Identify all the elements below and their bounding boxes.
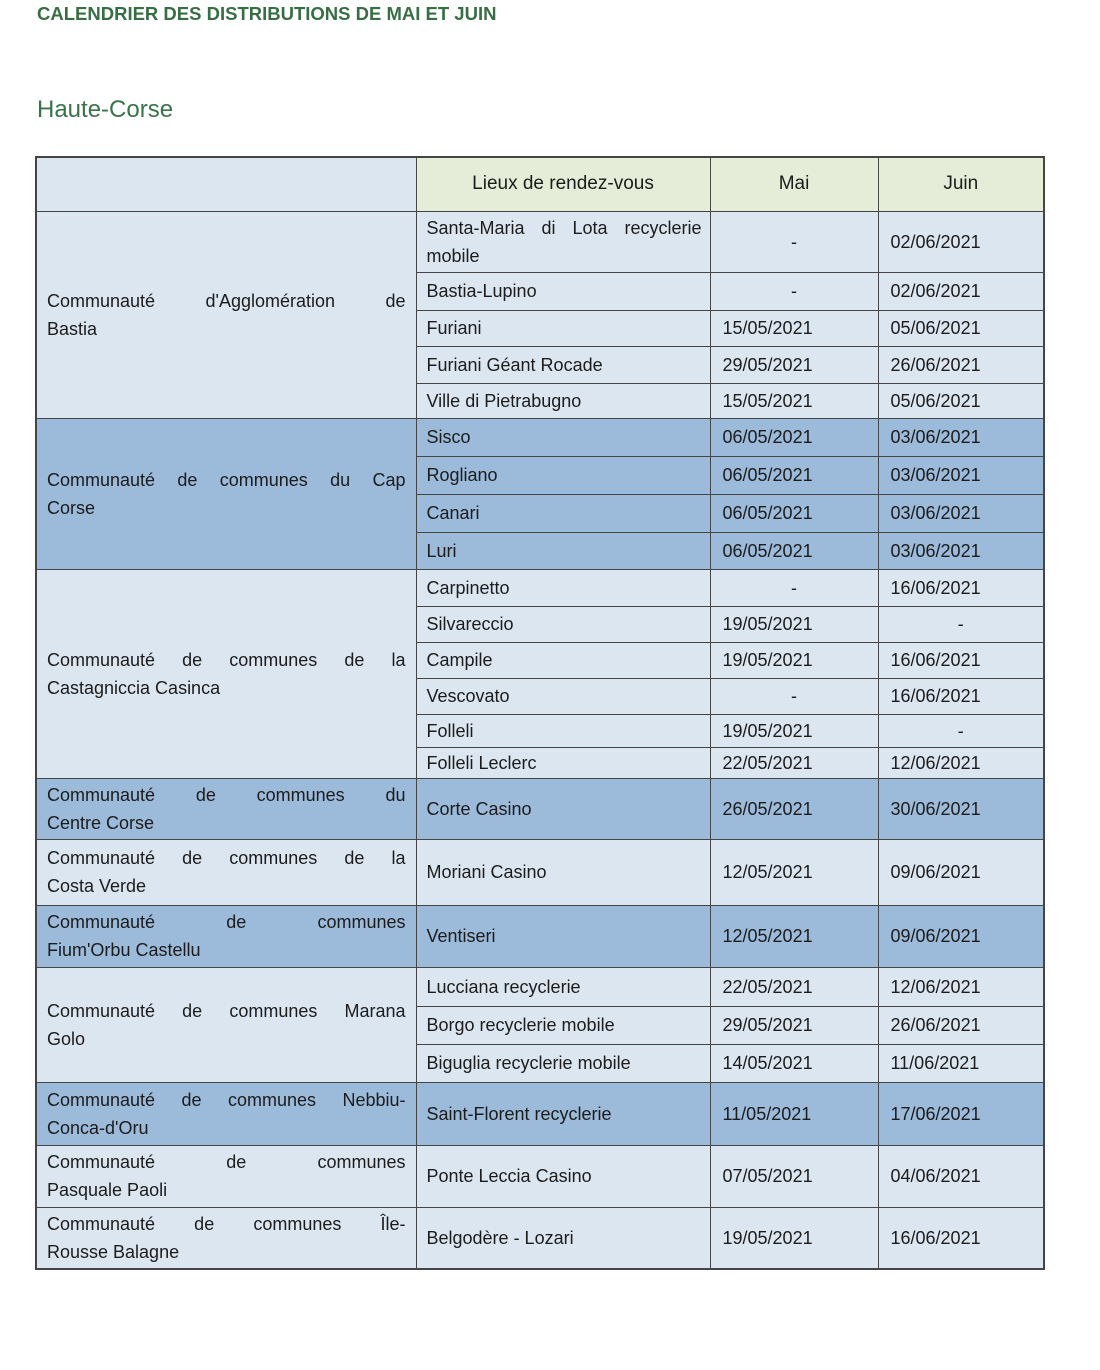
- community-cell: [36, 839, 416, 905]
- location-cell: Ville di Pietrabugno: [416, 383, 710, 418]
- community-cell: [36, 1145, 416, 1207]
- community-name-line: Communauté de communes: [47, 912, 406, 932]
- community-name-line: Pasquale Paoli: [47, 1180, 168, 1200]
- mai-date-cell: 19/05/2021: [710, 1207, 878, 1269]
- table-row: [36, 967, 1044, 1006]
- location-cell: Rogliano: [416, 456, 710, 494]
- juin-date-cell: 12/06/2021: [878, 967, 1044, 1006]
- juin-date-cell: 26/06/2021: [878, 1006, 1044, 1044]
- location-cell: Folleli: [416, 714, 710, 747]
- mai-date-cell: -: [710, 569, 878, 606]
- mai-date-cell: 14/05/2021: [710, 1044, 878, 1082]
- community-name-line: Fium'Orbu Castellu: [47, 940, 201, 960]
- table-row: [36, 569, 1044, 606]
- juin-date-cell: 02/06/2021: [878, 211, 1044, 272]
- juin-date-cell: 03/06/2021: [878, 418, 1044, 456]
- page-title: CALENDRIER DES DISTRIBUTIONS DE MAI ET JUIN: [37, 3, 497, 24]
- community-cell: [36, 778, 416, 839]
- community-name-line: Communauté de communes de la: [47, 848, 406, 868]
- community-name-line: Communauté de communes: [47, 1152, 406, 1172]
- mai-date-cell: 15/05/2021: [710, 310, 878, 346]
- column-header-places: Lieux de rendez-vous: [416, 157, 710, 211]
- column-header-juin: Juin: [878, 157, 1044, 211]
- mai-date-cell: 19/05/2021: [710, 606, 878, 642]
- mai-date-cell: 07/05/2021: [710, 1145, 878, 1207]
- juin-date-cell: 05/06/2021: [878, 310, 1044, 346]
- location-cell: Silvareccio: [416, 606, 710, 642]
- juin-date-cell: 09/06/2021: [878, 905, 1044, 967]
- community-name-line: Communauté d'Agglomération de: [47, 290, 406, 311]
- mai-date-cell: 19/05/2021: [710, 642, 878, 678]
- community-name-line: Communauté de communes du Cap: [47, 469, 406, 490]
- mai-date-cell: -: [710, 678, 878, 714]
- community-name-line: Golo: [47, 1028, 86, 1049]
- juin-date-cell: 30/06/2021: [878, 778, 1044, 839]
- community-name-line: Communauté de communes Nebbiu-: [47, 1089, 406, 1110]
- juin-date-cell: 02/06/2021: [878, 272, 1044, 310]
- community-cell: [36, 1207, 416, 1269]
- juin-date-cell: 09/06/2021: [878, 839, 1044, 905]
- juin-date-cell: 05/06/2021: [878, 383, 1044, 418]
- location-cell: Bastia-Lupino: [416, 272, 710, 310]
- location-cell: Corte Casino: [416, 778, 710, 839]
- mai-date-cell: 15/05/2021: [710, 383, 878, 418]
- juin-date-cell: 03/06/2021: [878, 532, 1044, 569]
- mai-date-cell: 06/05/2021: [710, 418, 878, 456]
- juin-date-cell: 12/06/2021: [878, 747, 1044, 778]
- community-cell: [36, 905, 416, 967]
- mai-date-cell: 22/05/2021: [710, 967, 878, 1006]
- table-row: [36, 905, 1044, 967]
- location-cell: Ponte Leccia Casino: [416, 1145, 710, 1207]
- mai-date-cell: -: [710, 211, 878, 272]
- table-row: [36, 1207, 1044, 1269]
- juin-date-cell: 16/06/2021: [878, 569, 1044, 606]
- community-name-line: Centre Corse: [47, 812, 155, 833]
- mai-date-cell: 26/05/2021: [710, 778, 878, 839]
- location-cell: Ventiseri: [416, 905, 710, 967]
- location-name-line: mobile: [426, 245, 480, 266]
- location-cell: [416, 211, 710, 272]
- table-row: [36, 1082, 1044, 1145]
- location-cell: Furiani: [416, 310, 710, 346]
- location-cell: Canari: [416, 494, 710, 532]
- location-cell: Lucciana recyclerie: [416, 967, 710, 1006]
- location-cell: Borgo recyclerie mobile: [416, 1006, 710, 1044]
- mai-date-cell: 06/05/2021: [710, 532, 878, 569]
- mai-date-cell: 06/05/2021: [710, 456, 878, 494]
- column-header-mai: Mai: [710, 157, 878, 211]
- table-row: [36, 418, 1044, 456]
- table-row: [36, 778, 1044, 839]
- community-name-line: Rousse Balagne: [47, 1241, 180, 1262]
- community-name-line: Costa Verde: [47, 876, 147, 896]
- juin-date-cell: 16/06/2021: [878, 642, 1044, 678]
- community-name-line: Conca-d'Oru: [47, 1117, 149, 1138]
- mai-date-cell: 29/05/2021: [710, 1006, 878, 1044]
- community-name-line: Communauté de communes Île-: [47, 1213, 406, 1234]
- community-name-line: Castagniccia Casinca: [47, 677, 221, 698]
- juin-date-cell: 04/06/2021: [878, 1145, 1044, 1207]
- location-cell: Saint-Florent recyclerie: [416, 1082, 710, 1145]
- mai-date-cell: 12/05/2021: [710, 839, 878, 905]
- location-cell: Belgodère - Lozari: [416, 1207, 710, 1269]
- juin-date-cell: 03/06/2021: [878, 494, 1044, 532]
- location-cell: Campile: [416, 642, 710, 678]
- header-row: [36, 157, 1044, 211]
- location-name-line: Santa-Maria di Lota recyclerie: [426, 217, 702, 238]
- table-row: [36, 1145, 1044, 1207]
- location-cell: Furiani Géant Rocade: [416, 346, 710, 383]
- location-cell: Biguglia recyclerie mobile: [416, 1044, 710, 1082]
- community-cell: [36, 569, 416, 778]
- corner-cell: [36, 157, 416, 211]
- location-cell: Folleli Leclerc: [416, 747, 710, 778]
- juin-date-cell: 17/06/2021: [878, 1082, 1044, 1145]
- table-body: [36, 211, 1044, 1269]
- mai-date-cell: 06/05/2021: [710, 494, 878, 532]
- community-cell: [36, 211, 416, 418]
- mai-date-cell: 29/05/2021: [710, 346, 878, 383]
- location-cell: Moriani Casino: [416, 839, 710, 905]
- juin-date-cell: -: [878, 606, 1044, 642]
- juin-date-cell: -: [878, 714, 1044, 747]
- community-name-line: Communauté de communes Marana: [47, 1000, 406, 1021]
- mai-date-cell: -: [710, 272, 878, 310]
- community-cell: [36, 1082, 416, 1145]
- juin-date-cell: 03/06/2021: [878, 456, 1044, 494]
- mai-date-cell: 12/05/2021: [710, 905, 878, 967]
- location-cell: Sisco: [416, 418, 710, 456]
- mai-date-cell: 19/05/2021: [710, 714, 878, 747]
- community-name-line: Communauté de communes de la: [47, 649, 406, 670]
- mai-date-cell: 11/05/2021: [710, 1082, 878, 1145]
- mai-date-cell: 22/05/2021: [710, 747, 878, 778]
- juin-date-cell: 11/06/2021: [878, 1044, 1044, 1082]
- juin-date-cell: 16/06/2021: [878, 678, 1044, 714]
- location-cell: Vescovato: [416, 678, 710, 714]
- table-row: [36, 839, 1044, 905]
- community-name-line: Communauté de communes du: [47, 784, 406, 805]
- location-cell: Carpinetto: [416, 569, 710, 606]
- community-name-line: Corse: [47, 497, 96, 518]
- distribution-table: [35, 156, 1045, 1270]
- juin-date-cell: 26/06/2021: [878, 346, 1044, 383]
- community-cell: [36, 418, 416, 569]
- community-cell: [36, 967, 416, 1082]
- community-name-line: Bastia: [47, 318, 98, 339]
- location-cell: Luri: [416, 532, 710, 569]
- table-row: [36, 211, 1044, 272]
- region-heading: Haute-Corse: [37, 96, 174, 123]
- juin-date-cell: 16/06/2021: [878, 1207, 1044, 1269]
